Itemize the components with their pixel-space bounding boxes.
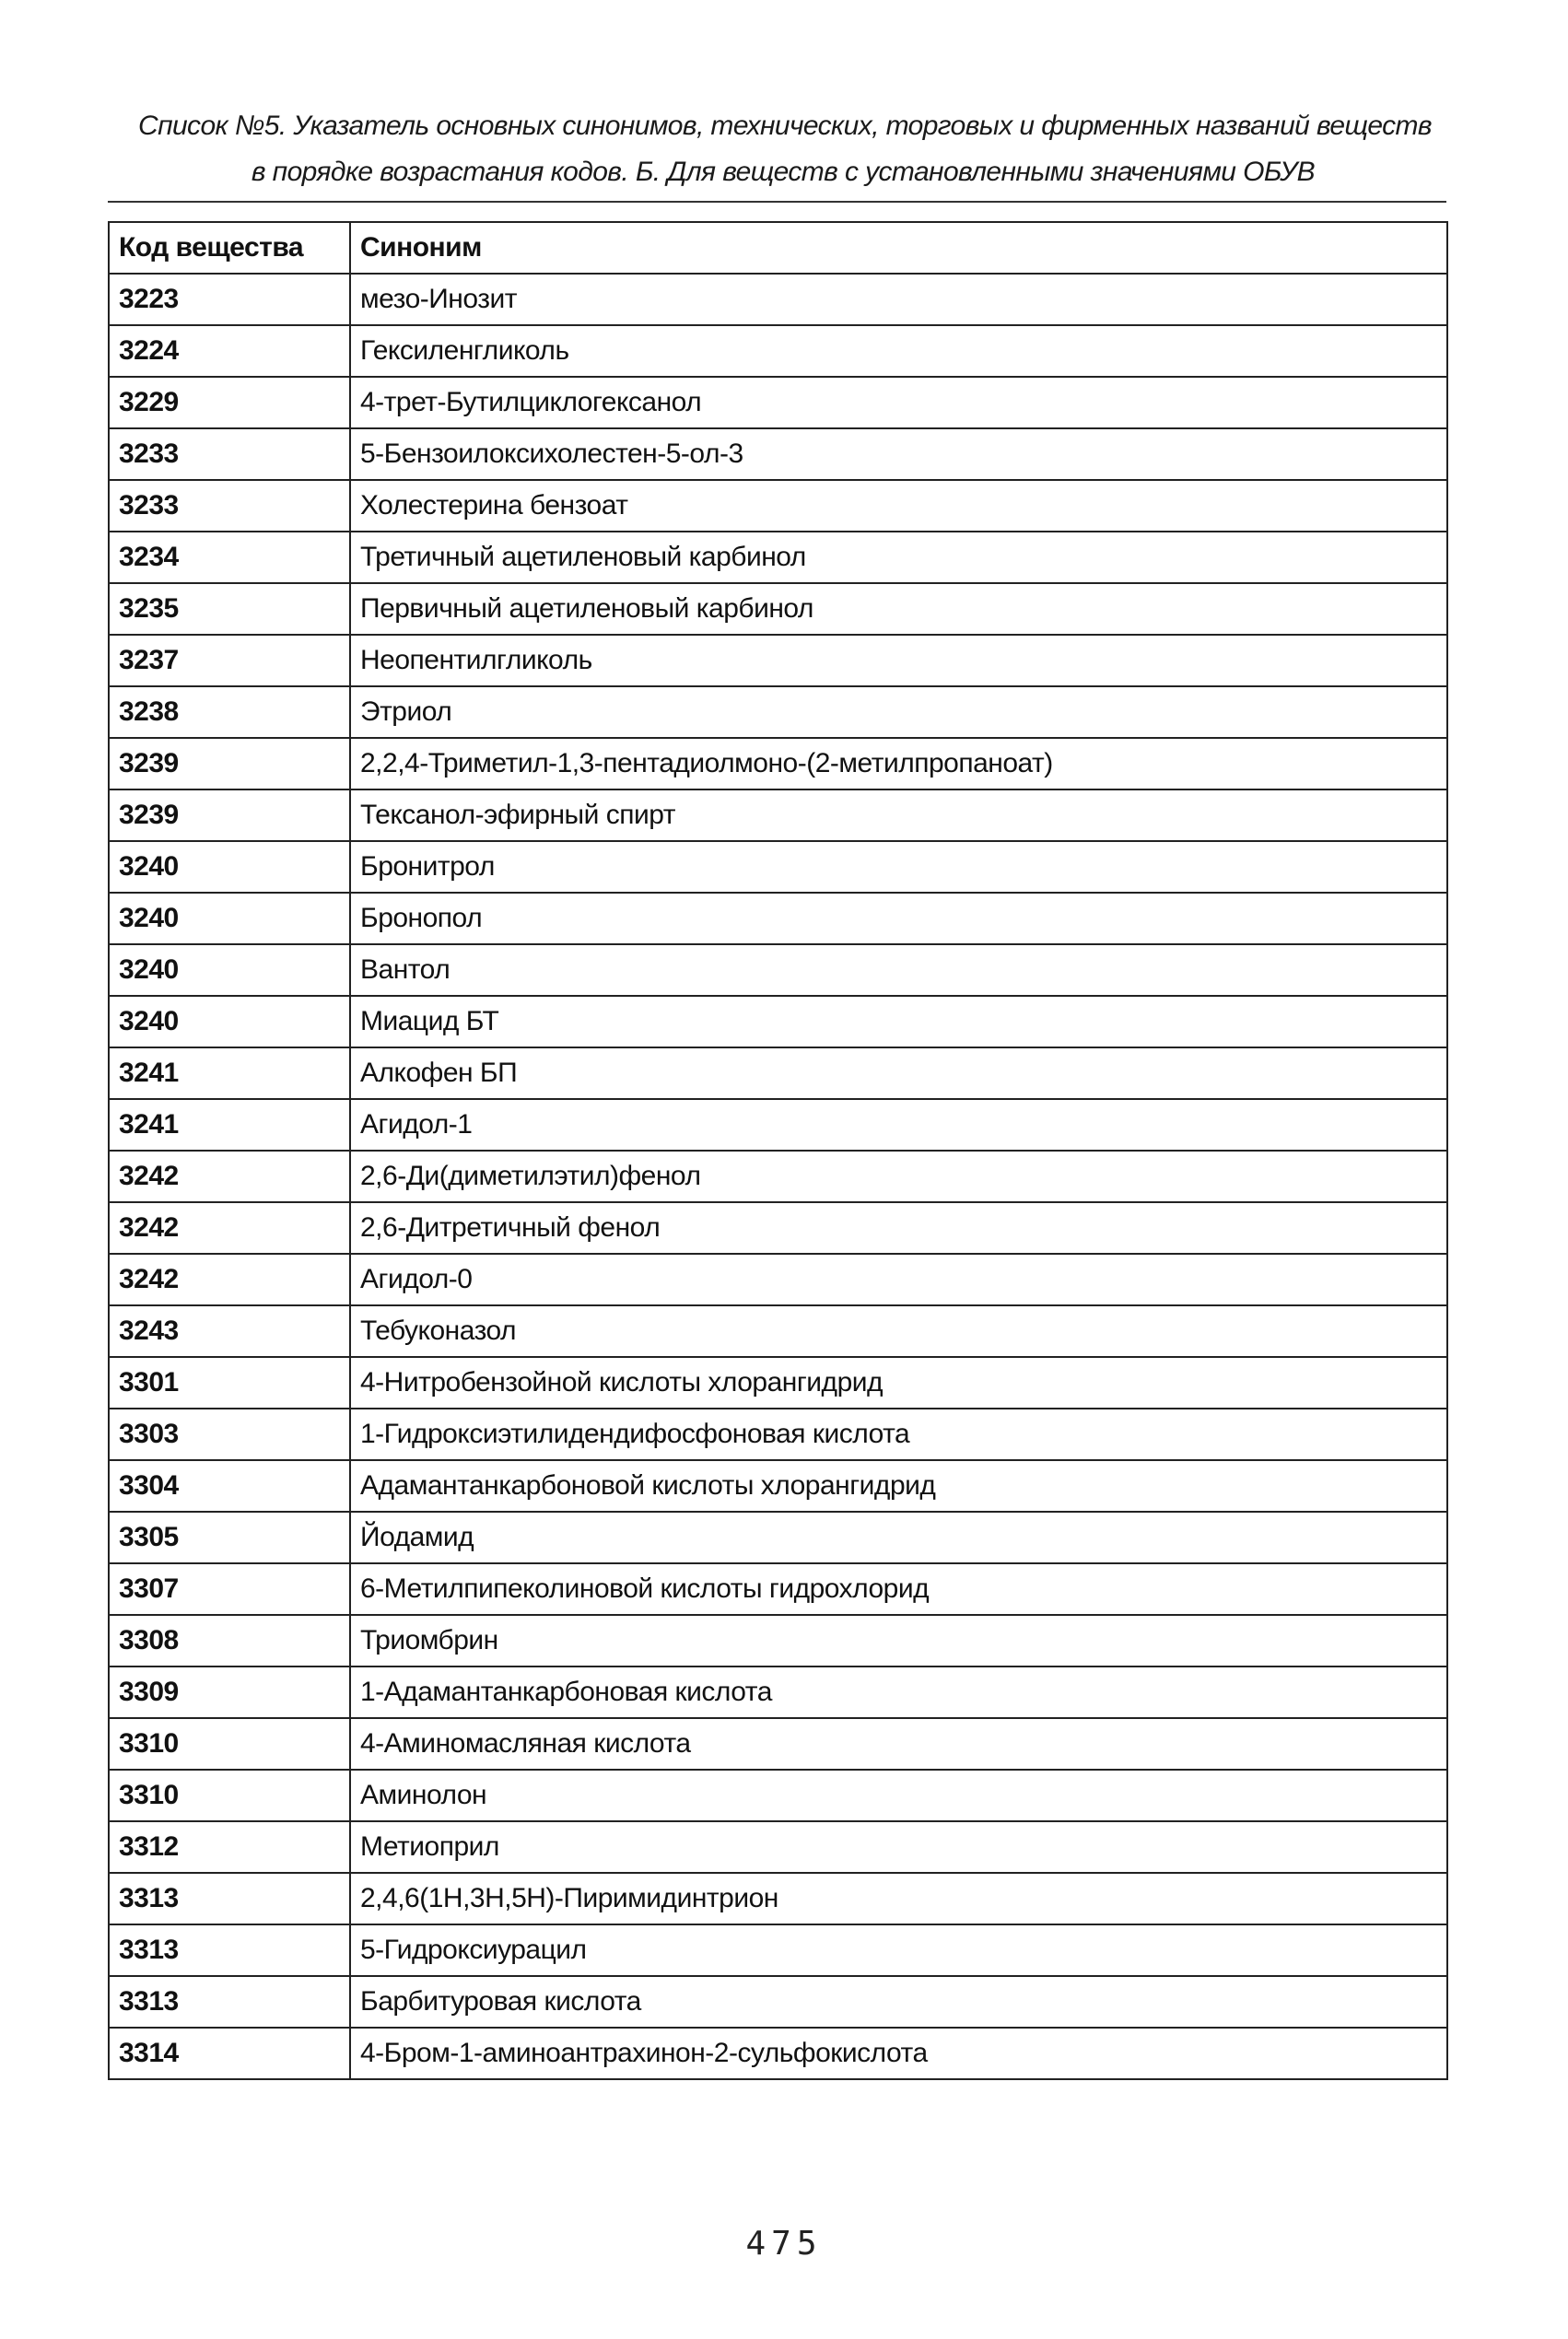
table-row [109,428,1447,480]
substance-code-cell: 3312 [109,1821,350,1873]
synonym-cell: Йодамид [350,1512,1447,1563]
synonym-cell: мезо-Инозит [350,274,1447,325]
substance-code-cell: 3235 [109,583,350,635]
synonym-cell: Триомбрин [350,1615,1447,1667]
substance-code-cell: 3314 [109,2028,350,2079]
synonym-cell: 4-трет-Бутилциклогексанол [350,377,1447,428]
substance-code-cell: 3313 [109,1924,350,1976]
synonym-cell: Тексанол-эфирный спирт [350,789,1447,841]
table-body [109,274,1447,2079]
substance-code-cell: 3301 [109,1357,350,1409]
synonym-cell: Третичный ацетиленовый карбинол [350,532,1447,583]
table-row [109,1202,1447,1254]
synonym-cell: Этриол [350,686,1447,738]
synonym-cell: 4-Бром-1-аминоантрахинон-2-сульфокислота [350,2028,1447,2079]
substance-code-cell: 3304 [109,1460,350,1512]
table-row [109,1460,1447,1512]
synonym-cell: 1-Адамантанкарбоновая кислота [350,1667,1447,1718]
table-row [109,1151,1447,1202]
synonym-cell: 2,6-Ди(диметилэтил)фенол [350,1151,1447,1202]
table-row [109,480,1447,532]
table-row [109,274,1447,325]
substance-code-cell: 3241 [109,1099,350,1151]
synonym-cell: Бронопол [350,893,1447,944]
table-row [109,944,1447,996]
table-row [109,532,1447,583]
table-row [109,1821,1447,1873]
substance-code-cell: 3310 [109,1770,350,1821]
substance-code-cell: 3238 [109,686,350,738]
synonym-cell: Аминолон [350,1770,1447,1821]
substance-code-cell: 3308 [109,1615,350,1667]
synonym-cell: Адамантанкарбоновой кислоты хлорангидрид [350,1460,1447,1512]
substance-code-cell: 3234 [109,532,350,583]
synonym-cell: Метиоприл [350,1821,1447,1873]
synonym-cell: Агидол-0 [350,1254,1447,1305]
synonym-cell: 2,4,6(1Н,3Н,5Н)-Пиримидинтрион [350,1873,1447,1924]
table-row [109,377,1447,428]
table-row [109,325,1447,377]
table-row [109,1667,1447,1718]
substance-code-cell: 3240 [109,841,350,893]
substance-code-cell: 3310 [109,1718,350,1770]
table-row [109,635,1447,686]
substance-code-cell: 3233 [109,428,350,480]
substance-code-cell: 3240 [109,996,350,1047]
synonym-cell: Первичный ацетиленовый карбинол [350,583,1447,635]
synonym-cell: 6-Метилпипеколиновой кислоты гидрохлорид [350,1563,1447,1615]
table-row [109,583,1447,635]
page-header [138,103,1432,195]
substance-code-cell: 3305 [109,1512,350,1563]
table-row [109,789,1447,841]
substance-code-cell: 3242 [109,1151,350,1202]
column-header-code: Код вещества [109,222,350,274]
substance-code-cell: 3313 [109,1873,350,1924]
synonym-cell: Тебуконазол [350,1305,1447,1357]
synonym-cell: 5-Бензоилоксихолестен-5-ол-3 [350,428,1447,480]
synonyms-table [108,221,1448,2080]
table-row [109,1512,1447,1563]
table-row [109,1099,1447,1151]
substance-code-cell: 3223 [109,274,350,325]
table-row [109,1305,1447,1357]
substance-code-cell: 3240 [109,944,350,996]
table-header-row [109,222,1447,274]
substance-code-cell: 3307 [109,1563,350,1615]
substance-code-cell: 3224 [109,325,350,377]
table-row [109,1047,1447,1099]
synonym-cell: Неопентилгликоль [350,635,1447,686]
synonym-cell: Миацид БТ [350,996,1447,1047]
table-row [109,1718,1447,1770]
table-row [109,1254,1447,1305]
synonym-cell: Гексиленгликоль [350,325,1447,377]
substance-code-cell: 3240 [109,893,350,944]
table-row [109,1409,1447,1460]
substance-code-cell: 3242 [109,1202,350,1254]
synonym-cell: 2,6-Дитретичный фенол [350,1202,1447,1254]
synonym-cell: 4-Аминомасляная кислота [350,1718,1447,1770]
synonym-cell: Бронитрол [350,841,1447,893]
table-row [109,1976,1447,2028]
synonym-cell: Холестерина бензоат [350,480,1447,532]
header-divider [108,201,1446,203]
substance-code-cell: 3229 [109,377,350,428]
table-row [109,1615,1447,1667]
synonym-cell: Барбитуровая кислота [350,1976,1447,2028]
substance-code-cell: 3243 [109,1305,350,1357]
synonym-cell: 4-Нитробензойной кислоты хлорангидрид [350,1357,1447,1409]
substance-code-cell: 3309 [109,1667,350,1718]
header-line-1: Список №5. Указатель основных синонимов, технических, торговых и фирменных названий веществ [138,111,1432,141]
substance-code-cell: 3239 [109,789,350,841]
header-line-2: в порядке возрастания кодов. Б. Для веществ с установленными значениями ОБУВ [251,157,1316,187]
table-row [109,1770,1447,1821]
substance-code-cell: 3237 [109,635,350,686]
table-row [109,1357,1447,1409]
substance-code-cell: 3239 [109,738,350,789]
synonym-cell: Агидол-1 [350,1099,1447,1151]
table-row [109,1873,1447,1924]
table-row [109,2028,1447,2079]
substance-code-cell: 3242 [109,1254,350,1305]
table-row [109,686,1447,738]
table-row [109,841,1447,893]
synonym-cell: Вантол [350,944,1447,996]
substance-code-cell: 3233 [109,480,350,532]
synonym-cell: Алкофен БП [350,1047,1447,1099]
substance-code-cell: 3241 [109,1047,350,1099]
table-row [109,1563,1447,1615]
table-row [109,1924,1447,1976]
table-row [109,738,1447,789]
table-row [109,996,1447,1047]
synonym-cell: 1-Гидроксиэтилидендифосфоновая кислота [350,1409,1447,1460]
column-header-synonym: Синоним [350,222,1447,274]
synonym-cell: 2,2,4-Триметил-1,3-пентадиолмоно-(2-метилпропаноат) [350,738,1447,789]
synonym-cell: 5-Гидроксиурацил [350,1924,1447,1976]
substance-code-cell: 3303 [109,1409,350,1460]
page-number: 475 [745,2225,823,2263]
table-row [109,893,1447,944]
substance-code-cell: 3313 [109,1976,350,2028]
